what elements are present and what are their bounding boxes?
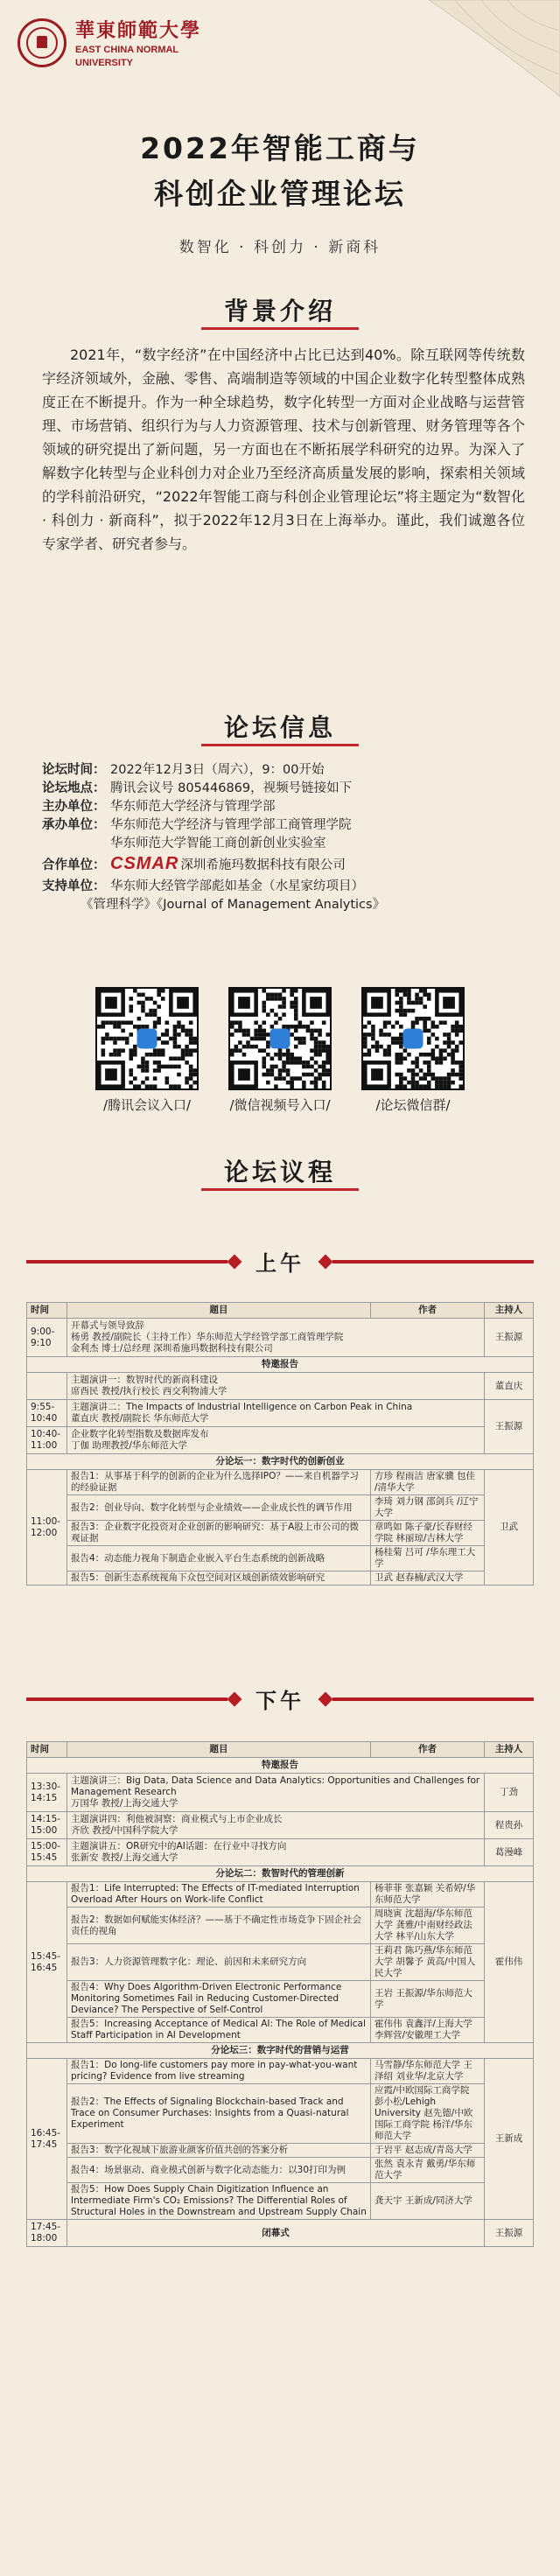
table-row: 13:30-14:15 主题演讲三：Big Data, Data Science and Data Analytics: Opportunities and Challenges for Management Research 万国华 教授/上海交通大学 丁劲	[27, 1774, 534, 1812]
agenda-heading-underline	[201, 1188, 359, 1191]
qr-pattern	[230, 989, 330, 1088]
afternoon-agenda-table	[26, 1741, 534, 2247]
forum-title-line2: 科创企业管理论坛	[154, 177, 406, 211]
forum-info-heading: 论坛信息	[223, 713, 336, 742]
table-row: 报告2：数据如何赋能实体经济？——基于不确定性市场竞争下固企社会责任的视角 周晓寅 沈超海/华东师范大学 龚雅/中南财经政法大学 林平/山东大学	[27, 1908, 534, 1944]
section-row: 分论坛三：数字时代的营销与运营	[27, 2043, 534, 2059]
table-row: 报告2：创业导向、数字化转型与企业绩效——企业成长性的调节作用 李琦 刘力钢 邵剑兵 /辽宁大学	[27, 1495, 534, 1521]
university-name-en-1: EAST CHINA NORMAL	[75, 45, 179, 55]
info-organizer: 承办单位： 华东师范大学经济与管理学部工商管理学院	[42, 818, 352, 832]
qr-wechat-channel[interactable]	[224, 987, 336, 1114]
qr-pattern	[363, 989, 463, 1088]
qr-code-icon[interactable]	[228, 987, 332, 1090]
university-name-en-2: UNIVERSITY	[75, 58, 134, 68]
table-row: 报告4：Why Does Algorithm-Driven Electronic Performance Monitoring Sometimes Fail in Reducing Customer-Directed Deviance? The Perspective of Self-Control 王岩 王振源/华东师范大学	[27, 1981, 534, 2018]
morning-label: 上午	[256, 1251, 304, 1276]
info-place: 论坛地点： 腾讯会议号 805446869，视频号链接如下	[42, 781, 353, 795]
morning-agenda-table	[26, 1302, 534, 1586]
table-row: 11:00-12:00 报告1：从事基于科学的创新的企业为什么选择IPO？——来自机器学习的经验证据 方珍 程雨洁 唐家骥 包佳 /清华大学 卫武	[27, 1470, 534, 1495]
background-text: 2021年，“数字经济”在中国经济中占比已达到40%。除互联网等传统数字经济领域外，金融、零售、高端制造等领域的中国企业数字化转型整体成熟度正在不断提升。作为一种全球趋势，数字化转型一方面对企业战略与运营管理、市场营销、组织行为与人力资源管理、技术与创新管理、财务管理等各个领域的研究提出了新问题，另一方面也在不断拓展学科研究的边界。为深入了解数字化转型与企业科创力对企业乃至经济高质量发展的影响，探索相关领域的学科前沿研究，“2022年智能工商与科创企业管理论坛”将主题定为“数智化 · 科创力 · 新商科”，拟于2022年12月3日在上海举办。谨此，我们诚邀各位专家学者、研究者参与。	[42, 346, 525, 552]
table-row: 9:00-9:10 开幕式与领导致辞 杨勇 教授/副院长（主持工作）华东师范大学经管学部工商管理学院 金利杰 博士/总经理 深圳希施玛数据科技有限公司 王振源	[27, 1319, 534, 1357]
qr-tencent-meeting[interactable]	[91, 987, 203, 1114]
forum-info-heading-underline	[201, 744, 359, 746]
qr-label-tencent: /腾讯会议入口/	[102, 1097, 192, 1113]
qr-wechat-group[interactable]	[357, 987, 469, 1114]
qr-label-wechat-group: /论坛微信群/	[375, 1097, 451, 1113]
table-row: 报告3：人力资源管理数字化：理论、前因和未来研究方向 王莉君 陈巧燕/华东师范大学 胡馨予 黄高/中国人民大学	[27, 1944, 534, 1981]
section-row: 分论坛一：数字时代的创新创业	[27, 1454, 534, 1470]
background-heading-underline	[201, 327, 359, 330]
table-row: 主题演讲一：数智时代的新商科建设 席酉民 教授/执行校长 西交利物浦大学 董直庆	[27, 1373, 534, 1400]
table-row: 报告5：创新生态系统视角下众包空间对区域创新绩效影响研究 卫武 赵春楠/武汉大学	[27, 1572, 534, 1586]
section-row: 分论坛二：数智时代的管理创新	[27, 1866, 534, 1882]
forum-info-list	[42, 761, 532, 914]
table-row: 报告4：动态能力视角下制造企业嵌入平台生态系统的创新战略 杨桂菊 吕可 /华东理工大学	[27, 1546, 534, 1572]
table-row: 报告3：数字化视域下旅游业颜客价值共创的答案分析 于岩平 赵志成/青岛大学	[27, 2144, 534, 2158]
morning-banner	[26, 1246, 534, 1278]
forum-title-line1: 2022年智能工商与	[140, 131, 420, 165]
table-row: 14:15-15:00 主题演讲四：利他被洞察：商业模式与上市企业成长 齐欣 教授/中国科学院大学 程贵孙	[27, 1812, 534, 1839]
forum-theme: 数智化 · 科创力 · 新商科	[178, 239, 382, 256]
table-row: 15:45-16:45 报告1：Life Interrupted: The Effects of IT-mediated Interruption Overload After Hours on Work-life Conflict 杨菲菲 张嘉颖 关希婷/华东师范大学 霍伟伟	[27, 1882, 534, 1908]
table-row: 报告5：Increasing Acceptance of Medical AI: The Role of Medical Staff Participation in AI Development 霍伟伟 袁鑫洋/上海大学 李辉营/安徽理工大学	[27, 2018, 534, 2043]
table-row: 10:40-11:00 企业数字化转型指数及数据库发布 丁伽 助理教授/华东师范大学	[27, 1427, 534, 1454]
afternoon-banner	[26, 1684, 534, 1715]
table-header-row: 时间 题目 作者 主持人	[27, 1303, 534, 1319]
section-row: 特邀报告	[27, 1758, 534, 1774]
agenda-heading: 论坛议程	[223, 1158, 336, 1186]
csmar-logo: CSMAR	[110, 854, 179, 873]
university-logo	[18, 16, 201, 69]
university-name-cn: 華東師範大學	[75, 19, 202, 42]
info-partner: 合作单位： CSMAR 深圳希施玛数据科技有限公司	[42, 854, 346, 873]
table-row: 15:00-15:45 主题演讲五：OR研究中的AI话题：在行业中寻找方向 张新安 教授/上海交通大学 葛漫峰	[27, 1839, 534, 1866]
table-row: 报告4：场景驱动、商业模式创新与数字化动态能力：以30打印为例 张然 袁永青 戴勇/华东师范大学	[27, 2158, 534, 2183]
qr-pattern	[97, 989, 197, 1088]
table-row: 报告2：The Effects of Signaling Blockchain-based Track and Trace on Consumer Purchases: Insights from a Quasi-natural Experiment 应霞/中欧国际工商学院 彭小松/Lehigh University 赵先德/中欧国际工商学院 杨洋/华东师范大学	[27, 2084, 534, 2144]
qr-code-icon[interactable]	[95, 987, 199, 1090]
afternoon-label: 下午	[256, 1689, 304, 1713]
section-row: 特邀报告	[27, 1357, 534, 1373]
background-heading: 背景介绍	[223, 297, 336, 326]
table-row: 9:55-10:40 主题演讲二：The Impacts of Industrial Intelligence on Carbon Peak in China 董直庆 教授/副院长 华东师范大学 王振源	[27, 1400, 534, 1427]
info-organizer-2: 华东师范大学智能工商创新创业实验室	[110, 836, 326, 850]
decorative-corner-pattern	[376, 0, 560, 131]
qr-code-icon[interactable]	[361, 987, 465, 1090]
info-host: 主办单位： 华东师范大学经济与管理学部	[42, 800, 276, 814]
info-support: 支持单位： 华东师大经管学部彪如基金（水星家纺项目）	[42, 879, 364, 893]
table-row: 报告3：企业数字化投资对企业创新的影响研究：基于A股上市公司的微观证据 章鸣如 陈子豪/长春财经学院 林丽琼/吉林大学	[27, 1521, 534, 1546]
table-header-row: 时间 题目 作者 主持人	[27, 1742, 534, 1758]
table-row: 16:45-17:45 报告1：Do long-life customers pay more in pay-what-you-want pricing? Evidence from live streaming 马雪静/华东师范大学 王泽绍 刘业华/北京大学 王新成	[27, 2059, 534, 2084]
table-row: 报告5：How Does Supply Chain Digitization Influence an Intermediate Firm's CO₂ Emissions? The Differential Roles of Structural Holes in the Downstream and Upstream Supply Chain 龚天宇 王新成/同济大学	[27, 2183, 534, 2220]
info-time: 论坛时间： 2022年12月3日（周六），9：00开始	[42, 763, 325, 777]
university-seal-icon	[18, 18, 66, 67]
info-support-2: 《管理科学》《Journal of Management Analytics》	[80, 898, 386, 912]
qr-label-wechat-channel: /微信视频号入口/	[229, 1097, 331, 1113]
table-row: 17:45-18:00 闭幕式 王振源	[27, 2220, 534, 2247]
